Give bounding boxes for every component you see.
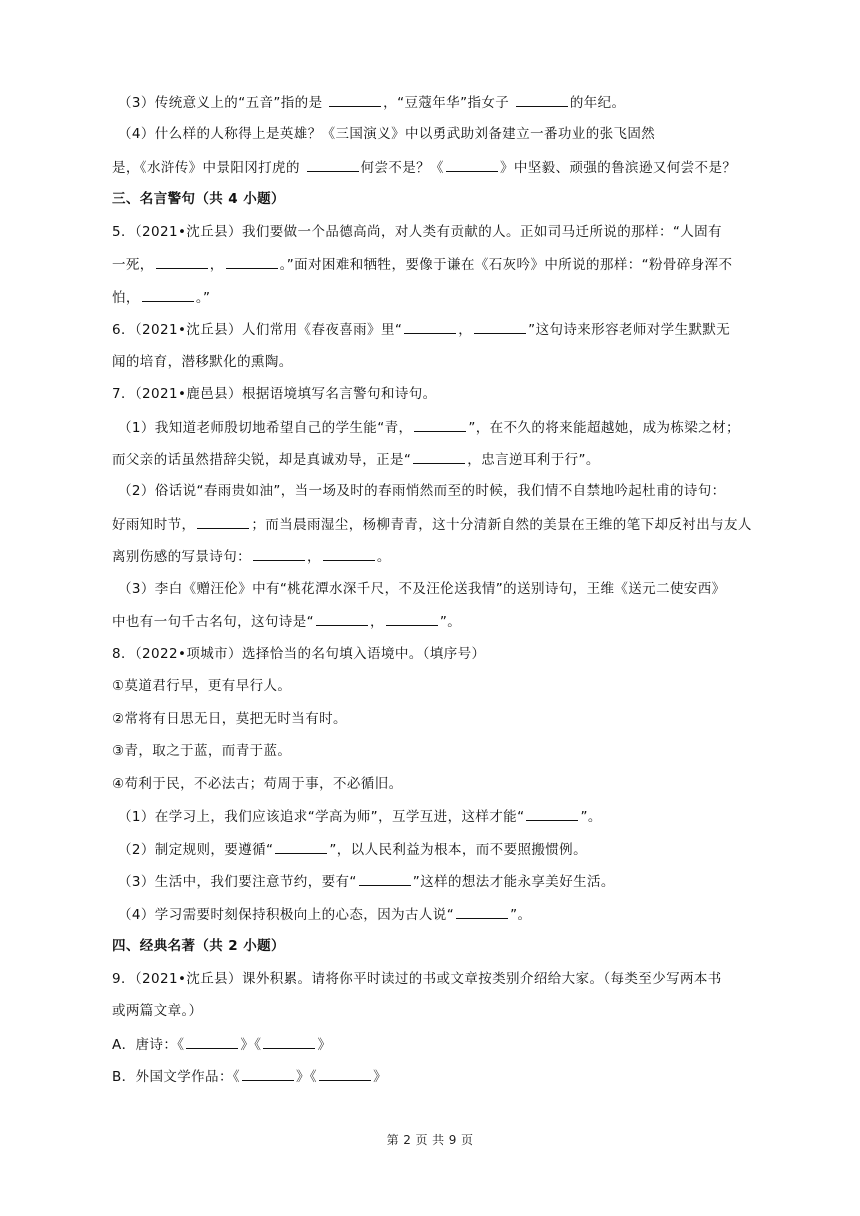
question-line — [112, 287, 210, 307]
line-text: ，“豆蔻年华”指女子 — [383, 95, 514, 111]
answer-blank[interactable] — [386, 611, 438, 626]
question-line — [112, 449, 600, 469]
answer-blank[interactable] — [316, 611, 368, 626]
line-text: 》 — [317, 1037, 332, 1053]
question-line — [112, 644, 485, 664]
line-text: ，忠言逆耳利于行”。 — [467, 452, 600, 468]
line-text: ①莫道君行早，更有早行人。 — [112, 678, 292, 694]
line-text: 一死， — [112, 257, 154, 273]
answer-blank[interactable] — [404, 319, 456, 334]
answer-blank[interactable] — [275, 839, 327, 854]
line-text: 是，《水浒传》中景阳冈打虎的 — [112, 160, 305, 176]
line-text: B．外国文学作品：《 — [112, 1069, 241, 1085]
line-text: 或两篇文章。） — [112, 1003, 203, 1019]
line-text: 而父亲的话虽然措辞尖锐，却是真诚劝导，正是“ — [112, 452, 412, 468]
answer-blank[interactable] — [253, 546, 305, 561]
answer-blank[interactable] — [242, 1066, 294, 1081]
question-line — [112, 774, 403, 794]
line-text: ， — [209, 257, 224, 273]
line-text: （1）我知道老师殷切地希望自己的学生能“青， — [118, 420, 413, 436]
question-line — [118, 124, 655, 144]
line-text: ”这样的想法才能永享美好生活。 — [412, 874, 615, 890]
line-text: 6．（2021•沈丘县）人们常用《春夜喜雨》里“ — [112, 322, 403, 338]
line-text: ④苟利于民，不必法古；苟周于事，不必循旧。 — [112, 776, 403, 792]
question-line — [112, 741, 291, 761]
line-text: 好雨知时节， — [112, 517, 196, 533]
question-line — [112, 352, 293, 372]
line-text: 怕， — [112, 290, 140, 306]
answer-blank[interactable] — [446, 157, 498, 172]
question-line — [112, 546, 391, 566]
question-line — [112, 514, 752, 534]
line-text: 三、名言警句（共 4 小题） — [112, 191, 285, 207]
line-text: 》《 — [240, 1037, 262, 1053]
line-text: 》《 — [296, 1069, 318, 1085]
question-line — [118, 481, 726, 501]
answer-blank[interactable] — [319, 1066, 371, 1081]
line-text: 。”面对困难和牺牲，要像于谦在《石灰吟》中所说的那样：“粉骨碎身浑不 — [279, 257, 733, 273]
line-text: 》 — [373, 1069, 387, 1085]
line-text: ”。 — [439, 614, 462, 630]
line-text: 的年纪。 — [569, 95, 626, 111]
answer-blank[interactable] — [226, 254, 278, 269]
line-text: （1）在学习上，我们应该追求“学高为师”，互学互进，这样才能“ — [118, 809, 525, 825]
answer-blank[interactable] — [263, 1034, 315, 1049]
answer-blank[interactable] — [197, 514, 249, 529]
line-text: 。” — [195, 290, 211, 306]
answer-blank[interactable] — [323, 546, 375, 561]
question-line — [112, 1034, 331, 1054]
line-text: ， — [307, 549, 321, 565]
answer-blank[interactable] — [456, 904, 508, 919]
answer-blank[interactable] — [307, 157, 359, 172]
line-text: （2）俗话说“春雨贵如油”，当一场及时的春雨悄然而至的时候，我们情不自禁地吟起杜甫的诗句： — [118, 483, 726, 499]
line-text: ②常将有日思无日，莫把无时当有时。 — [112, 711, 347, 727]
question-line — [112, 157, 736, 177]
question-line — [118, 579, 726, 599]
answer-blank[interactable] — [474, 319, 526, 334]
question-line — [112, 1001, 203, 1021]
line-text: ， — [458, 322, 473, 338]
question-line — [112, 319, 730, 339]
line-text: 中也有一句千古名句，这句诗是“ — [112, 614, 314, 630]
line-text: （2）制定规则，要遵循“ — [118, 842, 274, 858]
line-text: 8．（2022•项城市）选择恰当的名句填入语境中。（填序号） — [112, 646, 486, 662]
answer-blank[interactable] — [156, 254, 208, 269]
line-text: 7．（2021•鹿邑县）根据语境填写名言警句和诗句。 — [112, 386, 437, 402]
question-line — [112, 676, 291, 696]
question-line — [118, 839, 587, 859]
page-footer: 第 2 页 共 9 页 — [386, 1133, 474, 1147]
answer-blank[interactable] — [186, 1034, 238, 1049]
question-line — [112, 384, 437, 404]
line-text: 离别伤感的写景诗句： — [112, 549, 251, 565]
answer-blank[interactable] — [359, 871, 411, 886]
line-text: ， — [370, 614, 384, 630]
question-line — [112, 254, 732, 274]
line-text: ”。 — [580, 809, 602, 825]
line-text: ”这句诗来形容老师对学生默默无 — [528, 322, 731, 338]
line-text: 》中坚毅、顽强的鲁滨逊又何尝不是？ — [499, 160, 737, 176]
question-line — [112, 222, 722, 242]
question-line — [118, 806, 602, 826]
answer-blank[interactable] — [516, 92, 568, 107]
line-text: 四、经典名著（共 2 小题） — [112, 938, 285, 954]
answer-blank[interactable] — [526, 806, 578, 821]
line-text: A．唐诗：《 — [112, 1037, 185, 1053]
line-text: （4）什么样的人称得上是英雄？《三国演义》中以勇武助刘备建立一番功业的张飞固然 — [118, 126, 656, 142]
section-heading — [112, 936, 285, 956]
line-text: （3）生活中，我们要注意节约，要有“ — [118, 874, 357, 890]
line-text: ”。 — [510, 907, 532, 923]
question-line — [112, 1066, 387, 1086]
question-line — [112, 611, 461, 631]
line-text: （4）学习需要时刻保持积极向上的心态，因为古人说“ — [118, 907, 455, 923]
question-line — [118, 92, 625, 112]
line-text: ③青，取之于蓝，而青于蓝。 — [112, 743, 292, 759]
answer-blank[interactable] — [142, 287, 194, 302]
section-heading — [112, 189, 285, 209]
question-line — [118, 417, 740, 437]
answer-blank[interactable] — [414, 417, 466, 432]
line-text: 何尝不是？《 — [360, 160, 444, 176]
question-line — [118, 904, 531, 924]
answer-blank[interactable] — [413, 449, 465, 464]
line-text: （3）李白《赠汪伦》中有“桃花潭水深千尺，不及汪伦送我情”的送别诗句，王维《送元二使安西》 — [118, 581, 726, 597]
question-line — [112, 969, 722, 989]
line-text: ”，在不久的将来能超越她，成为栋梁之材； — [468, 420, 740, 436]
answer-blank[interactable] — [329, 92, 381, 107]
line-text: 闻的培育，潜移默化的熏陶。 — [112, 354, 293, 370]
line-text: ”，以人民利益为根本，而不要照搬惯例。 — [329, 842, 587, 858]
question-line — [112, 709, 347, 729]
line-text: ；而当晨雨湿尘，杨柳青青，这十分清新自然的美景在王维的笔下却反衬出与友人 — [251, 517, 752, 533]
line-text: （3）传统意义上的“五音”指的是 — [118, 95, 328, 111]
question-line — [118, 871, 615, 891]
line-text: 5．（2021•沈丘县）我们要做一个品德高尚，对人类有贡献的人。正如司马迁所说的那样：“人固有 — [112, 224, 722, 240]
line-text: 9．（2021•沈丘县）课外积累。请将你平时读过的书或文章按类别介绍给大家。（每类至少写两本书 — [112, 971, 722, 987]
line-text: 。 — [376, 549, 391, 565]
